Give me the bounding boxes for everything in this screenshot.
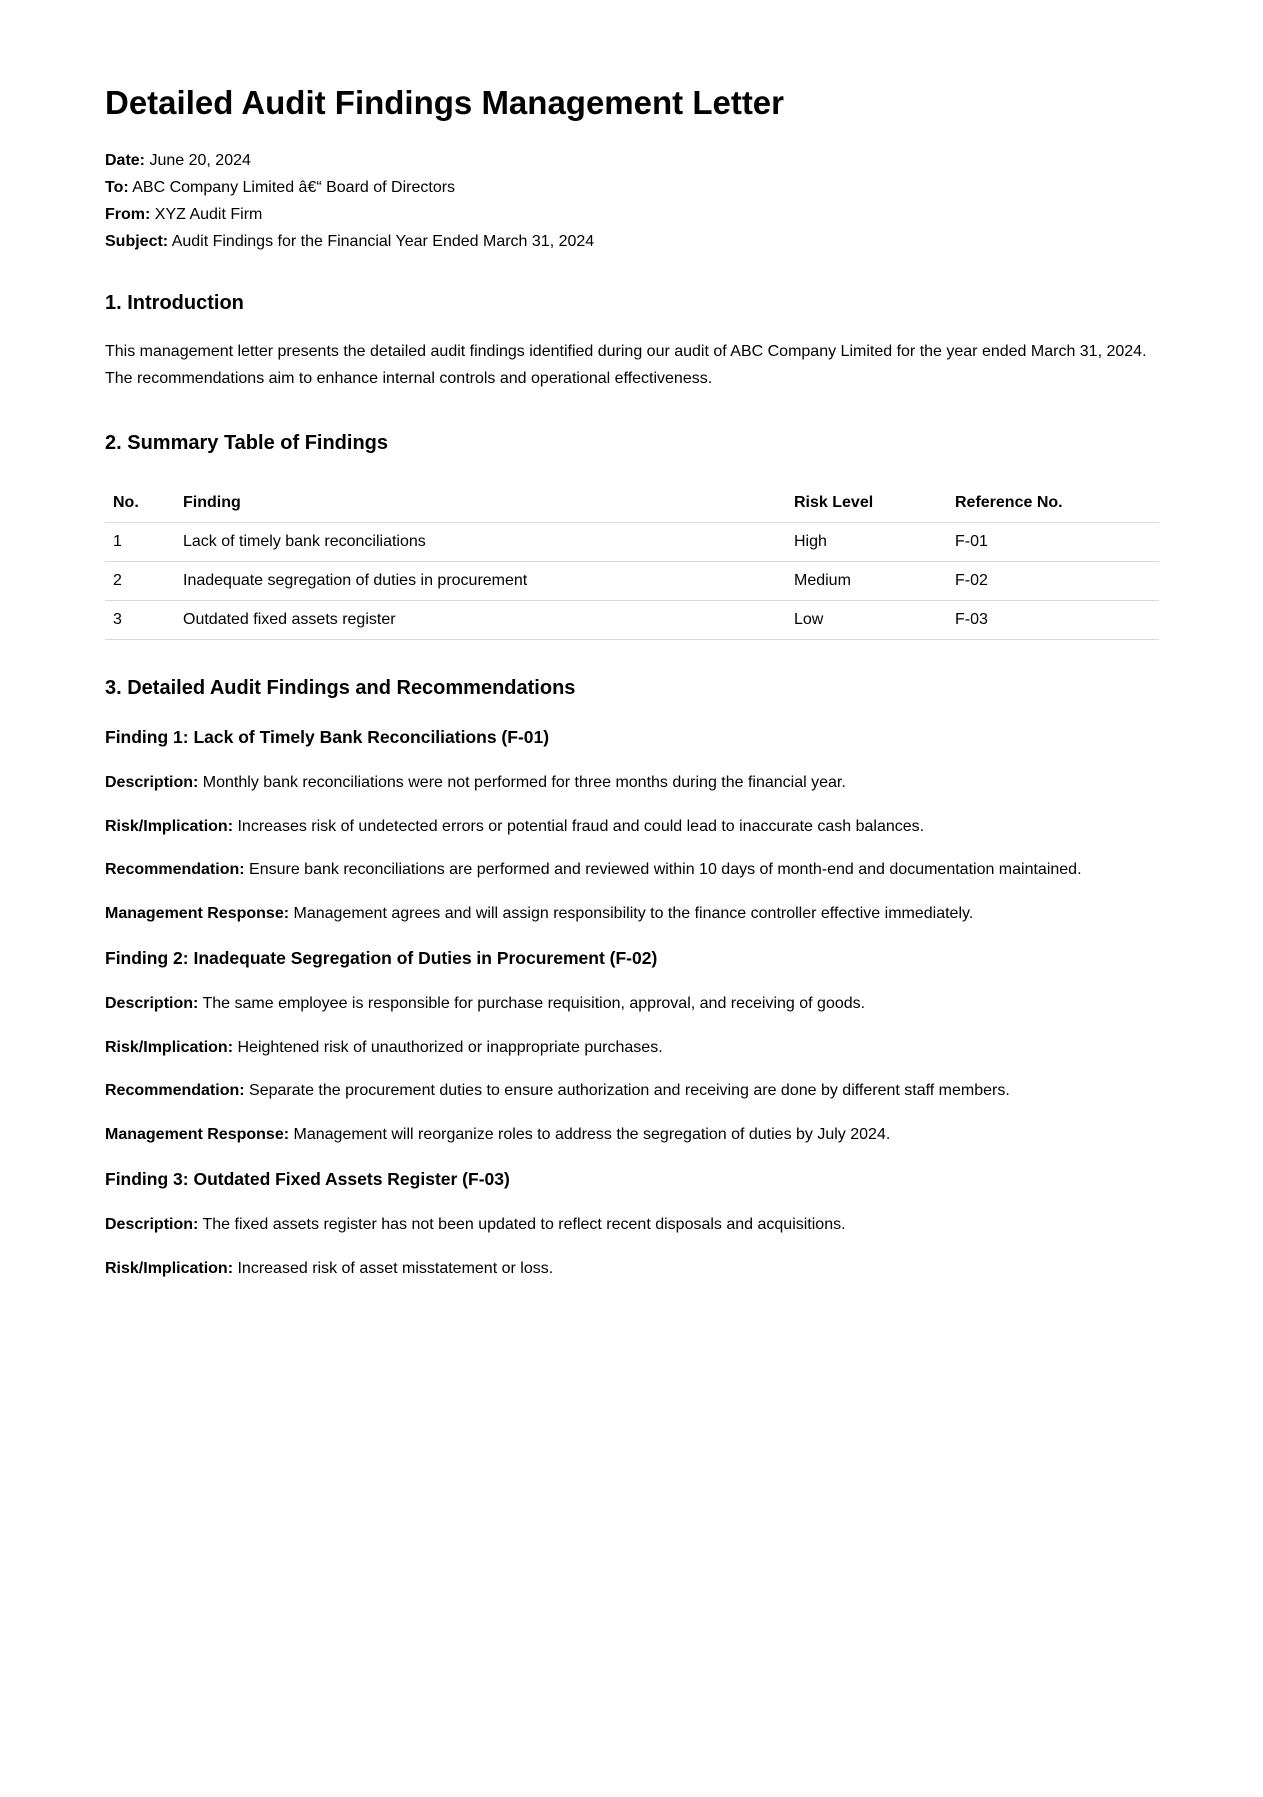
cell-reference: F-02 bbox=[947, 562, 1159, 601]
cell-reference: F-01 bbox=[947, 523, 1159, 562]
risk-label: Risk/Implication: bbox=[105, 1039, 234, 1056]
cell-no: 1 bbox=[105, 523, 175, 562]
description-label: Description: bbox=[105, 1216, 199, 1233]
finding-1-recommendation bbox=[105, 859, 1082, 881]
finding-3-risk bbox=[105, 1258, 553, 1280]
cell-risk: Medium bbox=[786, 562, 947, 601]
table-row bbox=[105, 601, 1159, 640]
response-text: Management agrees and will assign responsibility to the finance controller effective immediately. bbox=[293, 905, 974, 922]
response-label: Management Response: bbox=[105, 905, 290, 922]
to-line bbox=[105, 174, 594, 201]
response-text: Management will reorganize roles to address the segregation of duties by July 2024. bbox=[293, 1126, 891, 1143]
date-label: Date: bbox=[105, 152, 146, 169]
finding-1-description bbox=[105, 772, 846, 794]
table-row bbox=[105, 523, 1159, 562]
description-label: Description: bbox=[105, 995, 199, 1012]
column-header-risk: Risk Level bbox=[786, 484, 947, 523]
description-text: Monthly bank reconciliations were not performed for three months during the financial year. bbox=[202, 774, 846, 791]
cell-no: 3 bbox=[105, 601, 175, 640]
column-header-no: No. bbox=[105, 484, 175, 523]
table-row bbox=[105, 562, 1159, 601]
findings-summary-table bbox=[105, 484, 1159, 640]
cell-reference: F-03 bbox=[947, 601, 1159, 640]
cell-finding: Lack of timely bank reconciliations bbox=[175, 523, 786, 562]
column-header-finding: Finding bbox=[175, 484, 786, 523]
to-value: ABC Company Limited â€“ Board of Directors bbox=[132, 179, 456, 196]
finding-3-title: Finding 3: Outdated Fixed Assets Register (F-03) bbox=[105, 1169, 510, 1189]
column-header-reference: Reference No. bbox=[947, 484, 1159, 523]
risk-label: Risk/Implication: bbox=[105, 818, 234, 835]
response-label: Management Response: bbox=[105, 1126, 290, 1143]
cell-finding: Inadequate segregation of duties in procurement bbox=[175, 562, 786, 601]
finding-2-risk bbox=[105, 1037, 663, 1059]
from-label: From: bbox=[105, 206, 151, 223]
risk-text: Increases risk of undetected errors or potential fraud and could lead to inaccurate cash balances. bbox=[237, 818, 925, 835]
summary-heading: 2. Summary Table of Findings bbox=[105, 432, 389, 454]
finding-2-response bbox=[105, 1124, 890, 1146]
finding-2-title: Finding 2: Inadequate Segregation of Duties in Procurement (F-02) bbox=[105, 948, 658, 968]
finding-1-response bbox=[105, 903, 973, 925]
introduction-heading: 1. Introduction bbox=[105, 292, 244, 314]
cell-finding: Outdated fixed assets register bbox=[175, 601, 786, 640]
date-line bbox=[105, 147, 594, 174]
recommendation-label: Recommendation: bbox=[105, 861, 245, 878]
finding-2-description bbox=[105, 993, 865, 1015]
introduction-text: This management letter presents the detailed audit findings identified during our audit of ABC Company Limited for the year ended March 31, 2024. The recommendations aim to enhance internal controls and operational effectiveness. bbox=[105, 343, 1147, 387]
details-heading: 3. Detailed Audit Findings and Recommendations bbox=[105, 677, 576, 699]
cell-no: 2 bbox=[105, 562, 175, 601]
to-label: To: bbox=[105, 179, 129, 196]
table-header-row bbox=[105, 484, 1159, 523]
page-title: Detailed Audit Findings Management Letter bbox=[105, 84, 784, 121]
finding-2-recommendation bbox=[105, 1080, 1010, 1102]
cell-risk: High bbox=[786, 523, 947, 562]
finding-3-description bbox=[105, 1214, 846, 1236]
risk-text: Increased risk of asset misstatement or loss. bbox=[237, 1260, 554, 1277]
cell-risk: Low bbox=[786, 601, 947, 640]
subject-label: Subject: bbox=[105, 233, 169, 250]
description-label: Description: bbox=[105, 774, 199, 791]
risk-text: Heightened risk of unauthorized or inappropriate purchases. bbox=[237, 1039, 663, 1056]
recommendation-label: Recommendation: bbox=[105, 1082, 245, 1099]
recommendation-text: Ensure bank reconciliations are performed and reviewed within 10 days of month-end and documentation maintained. bbox=[249, 861, 1082, 878]
from-line bbox=[105, 201, 594, 228]
subject-line bbox=[105, 228, 594, 255]
description-text: The fixed assets register has not been updated to reflect recent disposals and acquisitions. bbox=[202, 1216, 846, 1233]
risk-label: Risk/Implication: bbox=[105, 1260, 234, 1277]
date-value: June 20, 2024 bbox=[149, 152, 251, 169]
from-value: XYZ Audit Firm bbox=[154, 206, 263, 223]
letter-header bbox=[105, 147, 594, 255]
description-text: The same employee is responsible for purchase requisition, approval, and receiving of goods. bbox=[202, 995, 866, 1012]
recommendation-text: Separate the procurement duties to ensure authorization and receiving are done by different staff members. bbox=[249, 1082, 1010, 1099]
finding-1-risk bbox=[105, 816, 924, 838]
finding-1-title: Finding 1: Lack of Timely Bank Reconciliations (F-01) bbox=[105, 727, 550, 747]
subject-value: Audit Findings for the Financial Year Ended March 31, 2024 bbox=[171, 233, 595, 250]
